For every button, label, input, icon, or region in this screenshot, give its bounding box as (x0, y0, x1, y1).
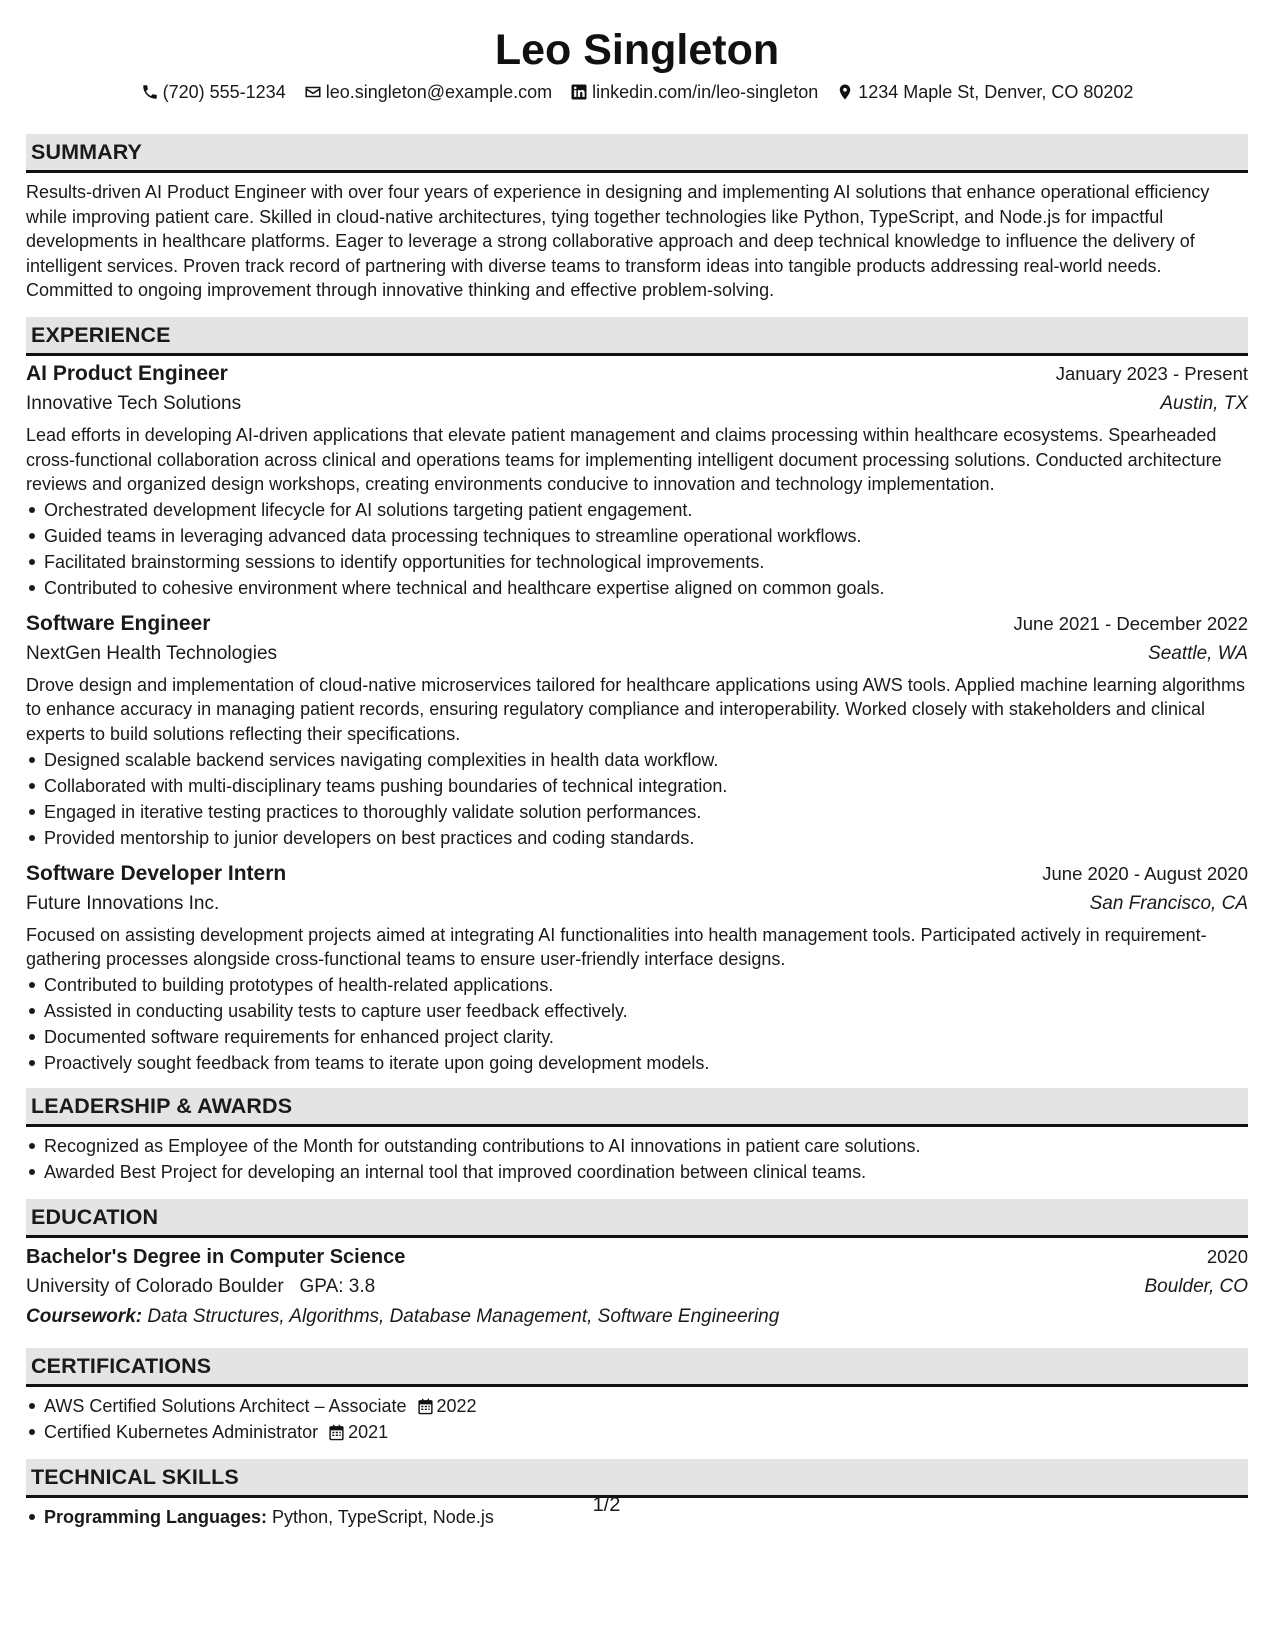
job-dates: June 2021 - December 2022 (1013, 612, 1248, 634)
linkedin-icon (570, 83, 588, 101)
job-company: NextGen Health Technologies (26, 642, 278, 664)
section-heading-leadership: LEADERSHIP & AWARDS (26, 1088, 1248, 1127)
section-heading-education: EDUCATION (26, 1199, 1248, 1238)
contact-bar (26, 80, 1248, 104)
job-location: Austin, TX (1160, 392, 1248, 414)
list-item: Awarded Best Project for developing an internal tool that improved coordination between clinical teams. (44, 1159, 1248, 1185)
school-location: Boulder, CO (1144, 1275, 1248, 1297)
section-heading-certifications: CERTIFICATIONS (26, 1348, 1248, 1387)
job-dates: January 2023 - Present (1055, 362, 1248, 384)
job-company: Innovative Tech Solutions (26, 392, 242, 414)
section-heading-technical-skills: TECHNICAL SKILLS (26, 1459, 1248, 1498)
job-title: Software Developer Intern (26, 861, 287, 885)
skill-category: Programming Languages: (44, 1506, 268, 1527)
skill-values: Python, TypeScript, Node.js (272, 1506, 494, 1527)
list-item: Collaborated with multi-disciplinary teams pushing boundaries of technical integration. (44, 773, 1248, 799)
list-item: Designed scalable backend services navigating complexities in health data workflow. (44, 747, 1248, 773)
school-name: University of Colorado Boulder (26, 1275, 284, 1297)
job-entry (26, 609, 1248, 851)
calendar-icon (417, 1398, 434, 1415)
list-item: Engaged in iterative testing practices to thoroughly validate solution performances. (44, 799, 1248, 825)
section-heading-experience: EXPERIENCE (26, 317, 1248, 356)
job-dates: June 2020 - August 2020 (1042, 862, 1248, 884)
awards-list (26, 1133, 1248, 1185)
list-item: Orchestrated development lifecycle for AI solutions targeting patient engagement. (44, 497, 1248, 523)
phone-text: (720) 555-1234 (162, 82, 286, 102)
certification-name: AWS Certified Solutions Architect – Associate (44, 1395, 407, 1416)
list-item: Proactively sought feedback from teams to iterate upon going development models. (44, 1050, 1248, 1076)
contact-linkedin[interactable] (570, 80, 818, 104)
calendar-icon (328, 1424, 345, 1441)
list-item: Recognized as Employee of the Month for outstanding contributions to AI innovations in patient care solutions. (44, 1133, 1248, 1159)
job-entry (26, 859, 1248, 1076)
contact-phone[interactable] (141, 80, 286, 104)
job-company: Future Innovations Inc. (26, 892, 220, 914)
coursework-label: Coursework: (26, 1305, 143, 1327)
graduation-year: 2020 (1206, 1245, 1248, 1267)
job-location: San Francisco, CA (1089, 892, 1248, 914)
page-number: 1/2 (592, 1494, 621, 1516)
list-item: Documented software requirements for enhanced project clarity. (44, 1024, 1248, 1050)
job-bullets (26, 497, 1248, 601)
job-location: Seattle, WA (1148, 642, 1248, 664)
resume-page (26, 20, 1248, 1530)
list-item: Contributed to building prototypes of health-related applications. (44, 972, 1248, 998)
job-description: Focused on assisting development projects aimed at integrating AI functionalities into health management tools. Participated actively in requirement-gathering processes alongside cross-functional teams to ensure user-friendly interface designs. (26, 924, 1207, 970)
list-item: Contributed to cohesive environment where technical and healthcare expertise aligned on common goals. (44, 575, 1248, 601)
contact-email[interactable] (304, 80, 552, 104)
envelope-icon (304, 83, 322, 101)
address-text: 1234 Maple St, Denver, CO 80202 (858, 82, 1134, 102)
job-description: Lead efforts in developing AI-driven applications that elevate patient management and claims processing within healthcare ecosystems. Spearheaded cross-functional collaboration across clinical and operations teams for implementing intelligent document processing solutions. Conducted architecture reviews and organized design workshops, creating environments conducive to innovation and technology implementation. (26, 424, 1222, 495)
job-title: AI Product Engineer (26, 361, 228, 385)
degree-title: Bachelor's Degree in Computer Science (26, 1245, 406, 1268)
coursework-line (26, 1302, 1248, 1332)
certification-year: 2022 (436, 1395, 477, 1416)
map-pin-icon (836, 83, 854, 101)
job-bullets (26, 972, 1248, 1076)
summary-text: Results-driven AI Product Engineer with over four years of experience in designing and implementing AI solutions that enhance operational efficiency while improving patient care. Skilled in cloud-native architectures, tying together technologies like Python, TypeScript, and Node.js for impactful developments in healthcare platforms. Eager to leverage a strong collaborative approach and deep technical knowledge to influence the delivery of intelligent services. Proven track record of partnering with diverse teams to transform ideas into tangible products addressing real-world needs. Committed to ongoing improvement through innovative thinking and effective problem-solving. (26, 182, 1210, 301)
section-heading-summary: SUMMARY (26, 134, 1248, 173)
education-entry (26, 1242, 1248, 1332)
certification-year: 2021 (348, 1421, 389, 1442)
list-item (44, 1419, 1248, 1445)
certifications-list (26, 1393, 1248, 1445)
email-text: leo.singleton@example.com (325, 82, 553, 102)
list-item: Provided mentorship to junior developers on best practices and coding standards. (44, 825, 1248, 851)
coursework-list: Data Structures, Algorithms, Database Management, Software Engineering (147, 1305, 780, 1327)
contact-address (836, 80, 1133, 104)
certification-name: Certified Kubernetes Administrator (44, 1421, 319, 1442)
job-bullets (26, 747, 1248, 851)
list-item (44, 1393, 1248, 1419)
gpa: GPA: 3.8 (299, 1275, 376, 1297)
candidate-name: Leo Singleton (494, 26, 780, 74)
job-entry (26, 359, 1248, 601)
job-description: Drove design and implementation of cloud-native microservices tailored for healthcare applications using AWS tools. Applied machine learning algorithms to enhance accuracy in managing patient records, ensuring regulatory compliance and interoperability. Worked closely with stakeholders and clinical experts to build solutions reflecting their specifications. (26, 674, 1245, 744)
list-item: Guided teams in leveraging advanced data processing techniques to streamline operational workflows. (44, 523, 1248, 549)
job-title: Software Engineer (26, 611, 211, 635)
list-item: Assisted in conducting usability tests to capture user feedback effectively. (44, 998, 1248, 1024)
phone-icon (141, 83, 159, 101)
linkedin-text: linkedin.com/in/leo-singleton (592, 82, 819, 102)
list-item: Facilitated brainstorming sessions to identify opportunities for technological improvements. (44, 549, 1248, 575)
